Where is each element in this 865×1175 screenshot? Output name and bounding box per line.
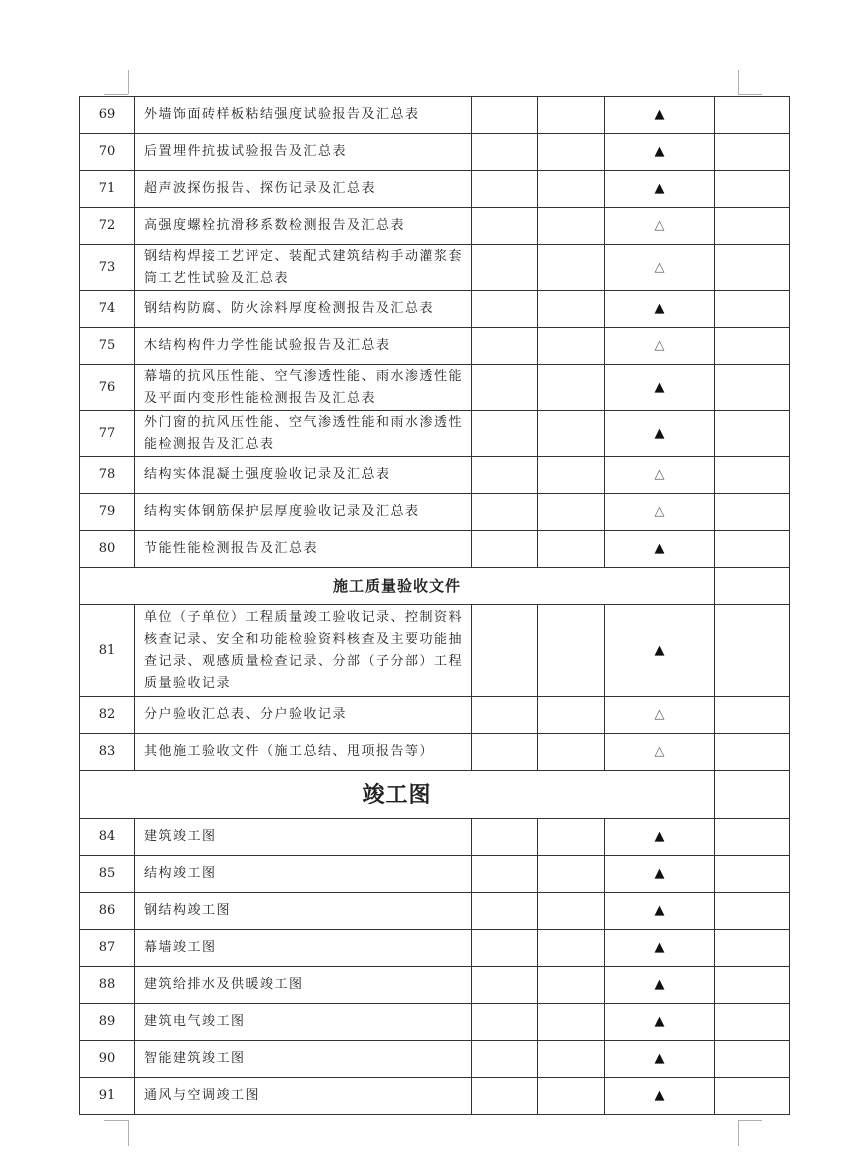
empty-cell bbox=[472, 328, 538, 365]
filled-triangle-icon: ▲ bbox=[605, 171, 715, 208]
section-row bbox=[80, 568, 790, 605]
item-number: 81 bbox=[80, 605, 135, 697]
item-number: 74 bbox=[80, 291, 135, 328]
empty-cell bbox=[472, 494, 538, 531]
empty-cell bbox=[715, 856, 790, 893]
table-row bbox=[80, 697, 790, 734]
item-number: 70 bbox=[80, 134, 135, 171]
empty-cell bbox=[472, 531, 538, 568]
table-row bbox=[80, 97, 790, 134]
empty-cell bbox=[538, 531, 605, 568]
filled-triangle-icon: ▲ bbox=[605, 291, 715, 328]
empty-cell bbox=[715, 208, 790, 245]
item-number: 83 bbox=[80, 734, 135, 771]
empty-cell bbox=[715, 494, 790, 531]
empty-cell bbox=[472, 411, 538, 457]
item-name: 钢结构防腐、防火涂料厚度检测报告及汇总表 bbox=[135, 291, 472, 328]
table-row bbox=[80, 1004, 790, 1041]
table-row bbox=[80, 856, 790, 893]
hollow-triangle-icon: △ bbox=[605, 328, 715, 365]
empty-cell bbox=[715, 1078, 790, 1115]
filled-triangle-icon: ▲ bbox=[605, 967, 715, 1004]
hollow-triangle-icon: △ bbox=[605, 734, 715, 771]
table-row bbox=[80, 967, 790, 1004]
empty-cell bbox=[715, 134, 790, 171]
empty-cell bbox=[538, 208, 605, 245]
item-number: 80 bbox=[80, 531, 135, 568]
filled-triangle-icon: ▲ bbox=[605, 531, 715, 568]
empty-cell bbox=[472, 457, 538, 494]
crop-mark-bottom-right bbox=[738, 1120, 762, 1121]
hollow-triangle-icon: △ bbox=[605, 697, 715, 734]
item-name: 外门窗的抗风压性能、空气渗透性能和雨水渗透性能检测报告及汇总表 bbox=[135, 411, 472, 457]
empty-cell bbox=[715, 893, 790, 930]
filled-triangle-icon: ▲ bbox=[605, 819, 715, 856]
empty-cell bbox=[538, 457, 605, 494]
crop-mark-bottom-right bbox=[738, 1120, 739, 1146]
empty-cell bbox=[715, 457, 790, 494]
item-name: 智能建筑竣工图 bbox=[135, 1041, 472, 1078]
empty-cell bbox=[715, 171, 790, 208]
empty-cell bbox=[472, 734, 538, 771]
empty-cell bbox=[472, 171, 538, 208]
item-number: 88 bbox=[80, 967, 135, 1004]
empty-cell bbox=[538, 734, 605, 771]
table-row bbox=[80, 930, 790, 967]
item-name: 节能性能检测报告及汇总表 bbox=[135, 531, 472, 568]
crop-mark-top-left bbox=[104, 94, 128, 95]
empty-cell bbox=[472, 365, 538, 411]
empty-cell bbox=[538, 1041, 605, 1078]
empty-cell bbox=[472, 930, 538, 967]
table-row bbox=[80, 245, 790, 291]
item-name: 钢结构焊接工艺评定、装配式建筑结构手动灌浆套筒工艺性试验及汇总表 bbox=[135, 245, 472, 291]
section-row bbox=[80, 771, 790, 819]
item-number: 89 bbox=[80, 1004, 135, 1041]
empty-cell bbox=[538, 328, 605, 365]
item-name: 幕墙竣工图 bbox=[135, 930, 472, 967]
table-row bbox=[80, 328, 790, 365]
empty-cell bbox=[715, 568, 790, 605]
empty-cell bbox=[715, 967, 790, 1004]
table-row bbox=[80, 457, 790, 494]
empty-cell bbox=[538, 1004, 605, 1041]
empty-cell bbox=[538, 856, 605, 893]
filled-triangle-icon: ▲ bbox=[605, 1041, 715, 1078]
hollow-triangle-icon: △ bbox=[605, 245, 715, 291]
item-name: 其他施工验收文件（施工总结、甩项报告等） bbox=[135, 734, 472, 771]
table-row bbox=[80, 494, 790, 531]
filled-triangle-icon: ▲ bbox=[605, 365, 715, 411]
filled-triangle-icon: ▲ bbox=[605, 97, 715, 134]
empty-cell bbox=[472, 856, 538, 893]
table-row bbox=[80, 605, 790, 697]
empty-cell bbox=[538, 134, 605, 171]
item-name: 木结构构件力学性能试验报告及汇总表 bbox=[135, 328, 472, 365]
empty-cell bbox=[472, 819, 538, 856]
table-row bbox=[80, 1041, 790, 1078]
item-number: 87 bbox=[80, 930, 135, 967]
table-row bbox=[80, 819, 790, 856]
item-number: 69 bbox=[80, 97, 135, 134]
empty-cell bbox=[538, 291, 605, 328]
item-number: 85 bbox=[80, 856, 135, 893]
empty-cell bbox=[538, 967, 605, 1004]
empty-cell bbox=[715, 328, 790, 365]
crop-mark-bottom-left bbox=[104, 1120, 128, 1121]
empty-cell bbox=[538, 893, 605, 930]
empty-cell bbox=[715, 97, 790, 134]
empty-cell bbox=[715, 1004, 790, 1041]
crop-mark-top-right bbox=[738, 70, 739, 94]
filled-triangle-icon: ▲ bbox=[605, 1004, 715, 1041]
item-number: 86 bbox=[80, 893, 135, 930]
empty-cell bbox=[472, 134, 538, 171]
hollow-triangle-icon: △ bbox=[605, 208, 715, 245]
item-name: 后置埋件抗拔试验报告及汇总表 bbox=[135, 134, 472, 171]
empty-cell bbox=[715, 411, 790, 457]
item-name: 建筑电气竣工图 bbox=[135, 1004, 472, 1041]
crop-mark-bottom-left bbox=[128, 1120, 129, 1146]
empty-cell bbox=[538, 97, 605, 134]
table-row bbox=[80, 291, 790, 328]
item-number: 78 bbox=[80, 457, 135, 494]
empty-cell bbox=[538, 697, 605, 734]
item-name: 外墙饰面砖样板粘结强度试验报告及汇总表 bbox=[135, 97, 472, 134]
table-row bbox=[80, 171, 790, 208]
item-name: 结构竣工图 bbox=[135, 856, 472, 893]
item-name: 钢结构竣工图 bbox=[135, 893, 472, 930]
filled-triangle-icon: ▲ bbox=[605, 411, 715, 457]
empty-cell bbox=[538, 365, 605, 411]
archive-document-table bbox=[79, 96, 790, 1115]
empty-cell bbox=[715, 697, 790, 734]
item-name: 结构实体钢筋保护层厚度验收记录及汇总表 bbox=[135, 494, 472, 531]
empty-cell bbox=[472, 245, 538, 291]
empty-cell bbox=[715, 291, 790, 328]
filled-triangle-icon: ▲ bbox=[605, 893, 715, 930]
table-body bbox=[80, 97, 790, 1115]
empty-cell bbox=[472, 697, 538, 734]
empty-cell bbox=[472, 605, 538, 697]
empty-cell bbox=[538, 411, 605, 457]
item-name: 建筑给排水及供暖竣工图 bbox=[135, 967, 472, 1004]
empty-cell bbox=[715, 245, 790, 291]
item-name: 超声波探伤报告、探伤记录及汇总表 bbox=[135, 171, 472, 208]
hollow-triangle-icon: △ bbox=[605, 457, 715, 494]
empty-cell bbox=[538, 605, 605, 697]
item-name: 高强度螺栓抗滑移系数检测报告及汇总表 bbox=[135, 208, 472, 245]
table-row bbox=[80, 411, 790, 457]
empty-cell bbox=[472, 1041, 538, 1078]
item-number: 76 bbox=[80, 365, 135, 411]
item-name: 建筑竣工图 bbox=[135, 819, 472, 856]
crop-mark-top-left bbox=[128, 70, 129, 94]
empty-cell bbox=[538, 819, 605, 856]
empty-cell bbox=[472, 893, 538, 930]
item-number: 79 bbox=[80, 494, 135, 531]
filled-triangle-icon: ▲ bbox=[605, 605, 715, 697]
empty-cell bbox=[538, 930, 605, 967]
item-number: 72 bbox=[80, 208, 135, 245]
empty-cell bbox=[715, 365, 790, 411]
empty-cell bbox=[538, 494, 605, 531]
filled-triangle-icon: ▲ bbox=[605, 134, 715, 171]
empty-cell bbox=[715, 734, 790, 771]
item-name: 结构实体混凝土强度验收记录及汇总表 bbox=[135, 457, 472, 494]
empty-cell bbox=[715, 605, 790, 697]
empty-cell bbox=[472, 1004, 538, 1041]
table-row bbox=[80, 1078, 790, 1115]
crop-mark-top-right bbox=[738, 94, 762, 95]
table-row bbox=[80, 365, 790, 411]
empty-cell bbox=[472, 291, 538, 328]
empty-cell bbox=[538, 1078, 605, 1115]
item-number: 84 bbox=[80, 819, 135, 856]
item-number: 71 bbox=[80, 171, 135, 208]
table-row bbox=[80, 893, 790, 930]
filled-triangle-icon: ▲ bbox=[605, 1078, 715, 1115]
item-number: 82 bbox=[80, 697, 135, 734]
section-title: 竣工图 bbox=[80, 771, 715, 819]
item-number: 75 bbox=[80, 328, 135, 365]
empty-cell bbox=[715, 819, 790, 856]
item-name: 幕墙的抗风压性能、空气渗透性能、雨水渗透性能及平面内变形性能检测报告及汇总表 bbox=[135, 365, 472, 411]
empty-cell bbox=[715, 930, 790, 967]
hollow-triangle-icon: △ bbox=[605, 494, 715, 531]
empty-cell bbox=[538, 171, 605, 208]
item-name: 分户验收汇总表、分户验收记录 bbox=[135, 697, 472, 734]
empty-cell bbox=[538, 245, 605, 291]
empty-cell bbox=[715, 771, 790, 819]
empty-cell bbox=[715, 1041, 790, 1078]
table-row bbox=[80, 531, 790, 568]
table-row bbox=[80, 208, 790, 245]
item-number: 73 bbox=[80, 245, 135, 291]
empty-cell bbox=[472, 1078, 538, 1115]
item-number: 90 bbox=[80, 1041, 135, 1078]
empty-cell bbox=[472, 97, 538, 134]
item-name: 单位（子单位）工程质量竣工验收记录、控制资料核查记录、安全和功能检验资料核查及主要功能抽查记录、观感质量检查记录、分部（子分部）工程质量验收记录 bbox=[135, 605, 472, 697]
empty-cell bbox=[715, 531, 790, 568]
filled-triangle-icon: ▲ bbox=[605, 856, 715, 893]
item-name: 通风与空调竣工图 bbox=[135, 1078, 472, 1115]
item-number: 91 bbox=[80, 1078, 135, 1115]
filled-triangle-icon: ▲ bbox=[605, 930, 715, 967]
section-title: 施工质量验收文件 bbox=[80, 568, 715, 605]
table-row bbox=[80, 734, 790, 771]
table-row bbox=[80, 134, 790, 171]
empty-cell bbox=[472, 208, 538, 245]
item-number: 77 bbox=[80, 411, 135, 457]
empty-cell bbox=[472, 967, 538, 1004]
